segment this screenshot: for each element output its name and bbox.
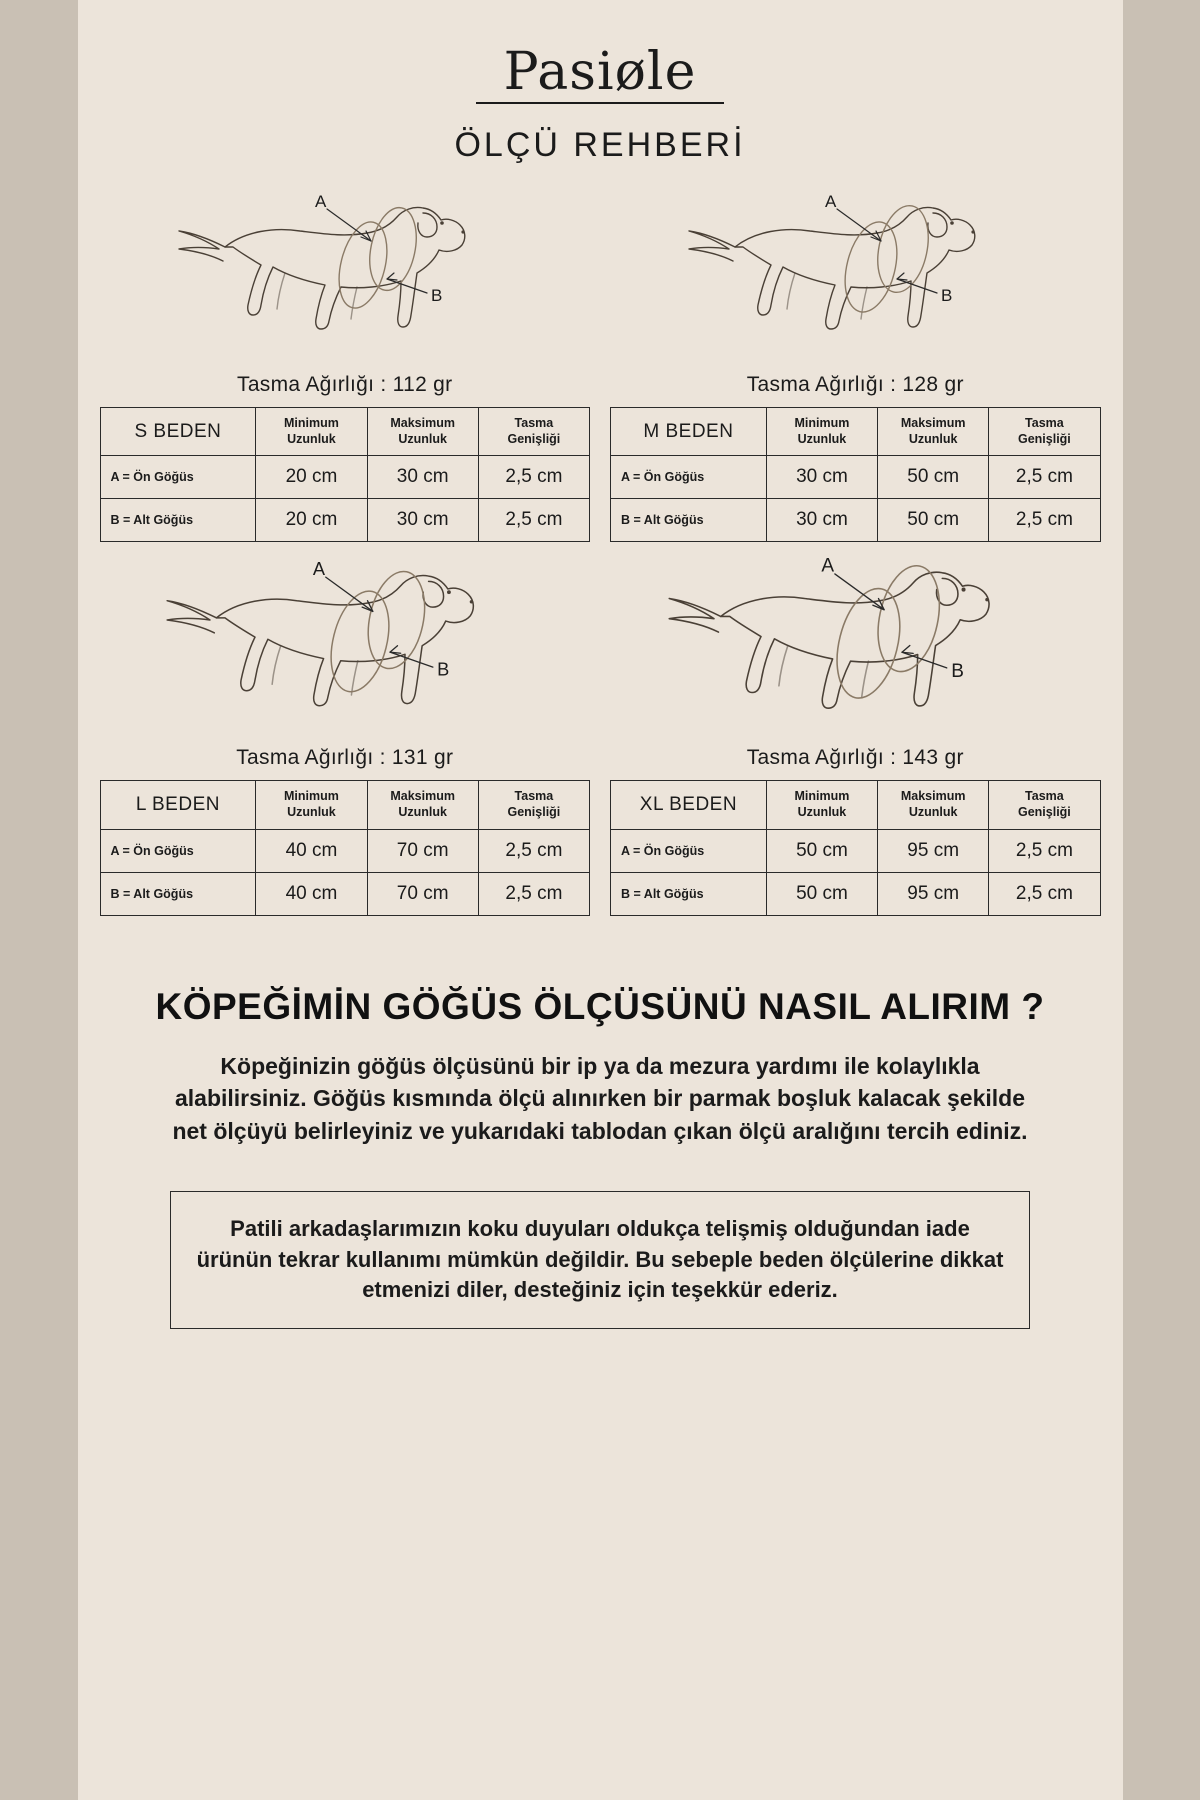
- col-width-line1: Tasma: [514, 789, 554, 804]
- marker-a-label: A: [825, 192, 837, 211]
- cell-min: 30 cm: [766, 456, 877, 499]
- size-name-xl: XL BEDEN: [611, 781, 767, 829]
- dog-illustration-icon: [620, 545, 1090, 755]
- size-name-l: L BEDEN: [100, 781, 256, 829]
- dog-illustration-icon: [135, 187, 555, 367]
- marker-b-label: B: [941, 286, 953, 305]
- size-name-m: M BEDEN: [611, 408, 767, 456]
- size-block-m: [610, 187, 1101, 542]
- cell-min: 40 cm: [256, 872, 367, 915]
- row-label-a: A = Ön Göğüs: [100, 456, 256, 499]
- return-policy-notice: Patili arkadaşlarımızın koku duyuları oldukça telişmiş olduğundan iade ürünün tekrar kullanımı mümkün değildir. Bu sebeple beden ölçülerine dikkat etmenizi diler, desteğiniz için teşekkür ederiz.: [170, 1191, 1030, 1328]
- col-min-line1: Minimum: [794, 789, 850, 804]
- table-row: [611, 872, 1101, 915]
- col-max-line2: Uzunluk: [398, 431, 447, 446]
- dog-diagram-m: [610, 187, 1101, 367]
- size-block-s: [100, 187, 591, 542]
- dog-illustration-icon: [645, 187, 1065, 367]
- collar-weight-m: Tasma Ağırlığı : 128 gr: [746, 373, 964, 396]
- size-name-s: S BEDEN: [100, 408, 256, 456]
- col-min-header: [766, 781, 877, 829]
- marker-a-label: A: [312, 559, 325, 580]
- cell-width: 2,5 cm: [478, 499, 589, 542]
- dog-diagram-l: [100, 560, 591, 740]
- col-min-line2: Uzunluk: [287, 804, 336, 819]
- cell-max: 95 cm: [878, 829, 989, 872]
- col-max-header: [367, 781, 478, 829]
- col-width-header: [989, 781, 1100, 829]
- size-block-xl: [610, 555, 1101, 915]
- col-width-line2: Genişliği: [507, 431, 561, 446]
- col-width-line1: Tasma: [1025, 416, 1064, 430]
- row-label-b: B = Alt Göğüs: [611, 499, 767, 542]
- marker-a-label: A: [821, 555, 835, 577]
- col-max-line1: Maksimum: [390, 789, 455, 804]
- dog-diagram-xl: [610, 555, 1101, 740]
- table-row: [611, 829, 1101, 872]
- size-table-l: [100, 780, 591, 915]
- brand-underline: [476, 102, 724, 104]
- brand-logo: Pasiøle: [503, 42, 697, 102]
- cell-min: 40 cm: [256, 829, 367, 872]
- row-label-a: A = Ön Göğüs: [611, 829, 767, 872]
- cell-min: 50 cm: [766, 872, 877, 915]
- table-header-row: [100, 408, 590, 456]
- table-row: [100, 872, 590, 915]
- marker-b-label: B: [951, 661, 965, 683]
- table-row: [100, 499, 590, 542]
- col-min-line2: Uzunluk: [797, 804, 847, 819]
- dog-diagram-s: [100, 187, 591, 367]
- col-max-header: [878, 408, 989, 456]
- table-header-row: [100, 781, 590, 829]
- col-min-header: [256, 781, 367, 829]
- cell-min: 30 cm: [766, 499, 877, 542]
- col-width-header: [989, 408, 1100, 456]
- col-min-header: [256, 408, 367, 456]
- col-min-line1: Minimum: [284, 416, 339, 430]
- table-row: [611, 456, 1101, 499]
- col-max-line1: Maksimum: [390, 416, 455, 430]
- col-max-line2: Uzunluk: [398, 804, 447, 819]
- collar-weight-xl: Tasma Ağırlığı : 143 gr: [746, 746, 964, 770]
- size-block-l: [100, 560, 591, 915]
- col-max-line2: Uzunluk: [908, 431, 958, 446]
- cell-width: 2,5 cm: [989, 872, 1100, 915]
- brand-header: [78, 42, 1123, 104]
- marker-a-label: A: [314, 192, 327, 211]
- row-label-b: B = Alt Göğüs: [100, 499, 256, 542]
- size-table-s: [100, 407, 591, 542]
- table-header-row: [611, 408, 1101, 456]
- col-max-header: [367, 408, 478, 456]
- marker-b-label: B: [430, 286, 443, 305]
- cell-max: 70 cm: [367, 829, 478, 872]
- col-min-header: [766, 408, 877, 456]
- cell-max: 30 cm: [367, 499, 478, 542]
- dog-illustration-icon: [120, 550, 570, 750]
- col-width-line1: Tasma: [514, 416, 554, 430]
- cell-width: 2,5 cm: [478, 456, 589, 499]
- cell-min: 20 cm: [256, 499, 367, 542]
- col-width-line2: Genişliği: [1017, 431, 1071, 446]
- cell-max: 50 cm: [878, 456, 989, 499]
- cell-max: 50 cm: [878, 499, 989, 542]
- size-blocks-grid: [78, 187, 1123, 916]
- col-width-header: [478, 781, 589, 829]
- col-min-line2: Uzunluk: [287, 431, 336, 446]
- row-label-a: A = Ön Göğüs: [611, 456, 767, 499]
- cell-max: 70 cm: [367, 872, 478, 915]
- table-header-row: [611, 781, 1101, 829]
- marker-b-label: B: [436, 659, 450, 680]
- cell-max: 30 cm: [367, 456, 478, 499]
- col-max-line1: Maksimum: [900, 416, 966, 430]
- cell-min: 50 cm: [766, 829, 877, 872]
- size-table-xl: [610, 780, 1101, 915]
- cell-width: 2,5 cm: [478, 829, 589, 872]
- col-width-header: [478, 408, 589, 456]
- col-max-line1: Maksimum: [900, 789, 966, 804]
- cell-max: 95 cm: [878, 872, 989, 915]
- col-max-line2: Uzunluk: [908, 804, 958, 819]
- collar-weight-s: Tasma Ağırlığı : 112 gr: [237, 373, 453, 396]
- col-width-line2: Genişliği: [507, 804, 561, 819]
- cell-min: 20 cm: [256, 456, 367, 499]
- col-max-header: [878, 781, 989, 829]
- col-min-line2: Uzunluk: [797, 431, 847, 446]
- measurement-guide-page: [78, 0, 1123, 1800]
- cell-width: 2,5 cm: [478, 872, 589, 915]
- row-label-b: B = Alt Göğüs: [611, 872, 767, 915]
- howto-body: Köpeğinizin göğüs ölçüsünü bir ip ya da mezura yardımı ile kolaylıkla alabilirsiniz. Göğüs kısmında ölçü alınırken bir parmak boşluk kalacak şekilde net ölçüyü belirleyiniz ve yukarıdaki tablodan çıkan ölçü aralığını tercih ediniz.: [172, 1052, 1028, 1144]
- col-width-line2: Genişliği: [1017, 804, 1071, 819]
- col-width-line1: Tasma: [1025, 789, 1064, 804]
- table-row: [100, 829, 590, 872]
- col-min-line1: Minimum: [794, 416, 850, 430]
- howto-title: KÖPEĞİMİN GÖĞÜS ÖLÇÜSÜNÜ NASIL ALIRIM ?: [155, 985, 1045, 1027]
- size-table-m: [610, 407, 1101, 542]
- row-label-b: B = Alt Göğüs: [100, 872, 256, 915]
- cell-width: 2,5 cm: [989, 829, 1100, 872]
- cell-width: 2,5 cm: [989, 456, 1100, 499]
- page-title: ÖLÇÜ REHBERİ: [454, 126, 746, 164]
- table-row: [611, 499, 1101, 542]
- cell-width: 2,5 cm: [989, 499, 1100, 542]
- col-min-line1: Minimum: [284, 789, 339, 804]
- table-row: [100, 456, 590, 499]
- collar-weight-l: Tasma Ağırlığı : 131 gr: [236, 746, 454, 770]
- row-label-a: A = Ön Göğüs: [100, 829, 256, 872]
